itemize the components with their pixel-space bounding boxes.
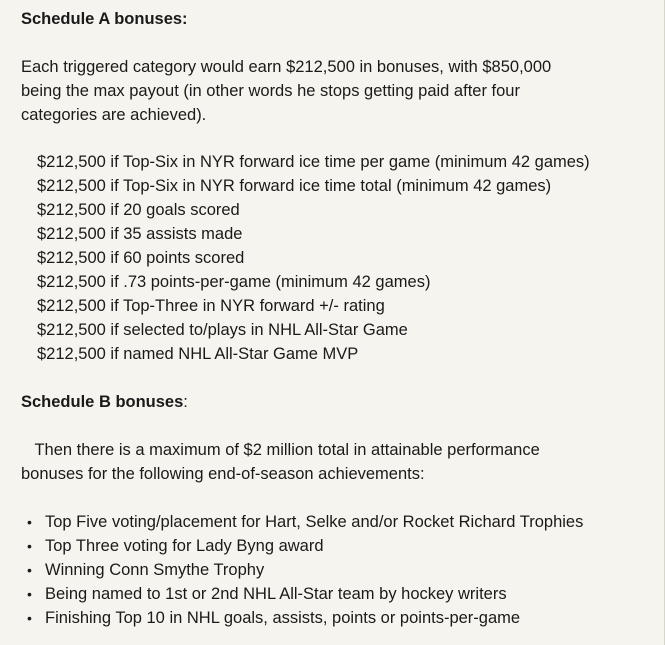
list-item-text: Top Five voting/placement for Hart, Selke and/or Rocket Richard Trophies <box>45 513 584 531</box>
schedule-b-intro <box>21 438 641 486</box>
bullet-icon: • <box>27 562 32 578</box>
list-item: $212,500 if 35 assists made <box>37 225 243 243</box>
list-item-text: Being named to 1st or 2nd NHL All-Star team by hockey writers <box>45 585 507 603</box>
schedule-b-heading-colon: : <box>183 393 188 411</box>
list-item-text: Winning Conn Smythe Trophy <box>45 561 265 579</box>
schedule-b-heading <box>21 390 188 414</box>
list-item <box>27 606 583 630</box>
schedule-a-bonus-list <box>37 150 590 366</box>
list-item: $212,500 if named NHL All-Star Game MVP <box>37 345 359 363</box>
list-item <box>27 558 583 582</box>
schedule-a-heading: Schedule A bonuses: <box>21 10 188 28</box>
intro-line: Then there is a maximum of $2 million total in attainable performance <box>21 441 540 459</box>
list-item: $212,500 if Top-Six in NYR forward ice time total (minimum 42 games) <box>37 177 552 195</box>
list-item: $212,500 if Top-Six in NYR forward ice time per game (minimum 42 games) <box>37 153 590 171</box>
bullet-icon: • <box>27 514 32 530</box>
list-item: $212,500 if Top-Three in NYR forward +/- rating <box>37 297 385 315</box>
schedule-b-achievement-list <box>27 510 583 630</box>
bullet-icon: • <box>27 586 32 602</box>
intro-line: categories are achieved). <box>21 106 207 124</box>
schedule-b-heading-text: Schedule B bonuses <box>21 393 184 411</box>
intro-line: bonuses for the following end-of-season achievements: <box>21 465 425 483</box>
list-item: $212,500 if 60 points scored <box>37 249 245 267</box>
list-item-text: Finishing Top 10 in NHL goals, assists, points or points-per-game <box>45 609 521 627</box>
list-item: $212,500 if selected to/plays in NHL All-Star Game <box>37 321 408 339</box>
intro-line: Each triggered category would earn $212,500 in bonuses, with $850,000 <box>21 58 552 76</box>
schedule-a-intro <box>21 55 641 127</box>
list-item: $212,500 if .73 points-per-game (minimum 42 games) <box>37 273 431 291</box>
list-item <box>27 510 583 534</box>
list-item <box>27 534 583 558</box>
list-item-text: Top Three voting for Lady Byng award <box>45 537 324 555</box>
bullet-icon: • <box>27 610 32 626</box>
list-item: $212,500 if 20 goals scored <box>37 201 240 219</box>
intro-line: being the max payout (in other words he stops getting paid after four <box>21 82 520 100</box>
bullet-icon: • <box>27 538 32 554</box>
list-item <box>27 582 583 606</box>
